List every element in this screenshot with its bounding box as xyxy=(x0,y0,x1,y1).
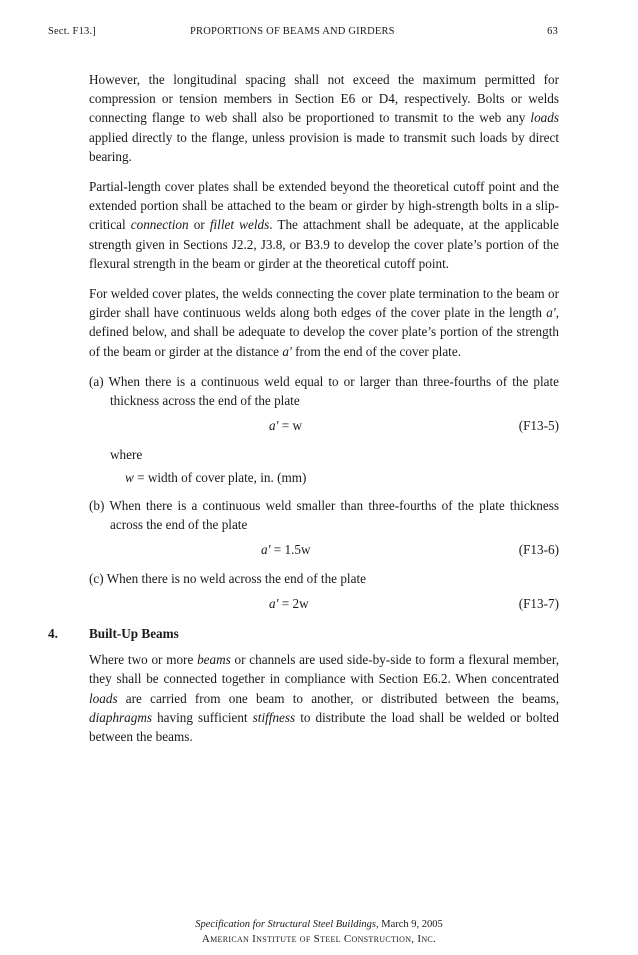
glossary-term-loads: loads xyxy=(89,690,118,706)
variable-definition-w: w = width of cover plate, in. (mm) xyxy=(125,470,307,486)
glossary-term-loads: loads xyxy=(530,110,559,126)
equation-number: (F13-7) xyxy=(518,596,559,612)
equation-f13-6 xyxy=(89,540,559,562)
footer-spec-line: Specification for Structural Steel Buildings, March 9, 2005 xyxy=(195,919,443,930)
equation-f13-5 xyxy=(89,416,559,438)
equation-number: (F13-5) xyxy=(518,418,559,434)
eq-lhs: a′ xyxy=(261,542,271,558)
eq-lhs: a′ xyxy=(269,596,279,612)
glossary-term-stiffness: stiffness xyxy=(252,709,296,725)
body-text xyxy=(48,70,559,757)
eq-lhs: a′ xyxy=(269,418,279,434)
list-item-b: (b) When there is a continuous weld smaller than three-fourths of the plate thickness across the end of the plate xyxy=(89,497,559,532)
eq-rhs: = w xyxy=(278,418,303,434)
header-title: PROPORTIONS OF BEAMS AND GIRDERS xyxy=(190,26,395,37)
equation-number: (F13-6) xyxy=(518,542,559,558)
list-item-a: (a) When there is a continuous weld equal to or larger than three-fourths of the plate thickness across the end of the plate xyxy=(89,373,559,409)
list-item-c: (c) When there is no weld across the end of the plate xyxy=(89,571,366,587)
symbol-a-prime: a′ xyxy=(546,305,556,321)
section-number: 4. xyxy=(48,626,58,642)
glossary-term-fillet-welds: fillet welds xyxy=(209,217,270,233)
symbol-w: w xyxy=(125,470,134,486)
equation-f13-7 xyxy=(89,594,559,616)
paragraph-built-up-beams: Where two or more beams or channels are used side-by-side to form a flexural member, they shall be connected together in compliance with Section E6.2. When concentrated loads are carried from one beam to another, or distributed between the beams, diaphragms having sufficient stiffness to distribute the load shall be welded or bolted between the beams. xyxy=(89,652,559,745)
glossary-term-diaphragms: diaphragms xyxy=(89,709,153,725)
paragraph-longitudinal-spacing: However, the longitudinal spacing shall not exceed the maximum permitted for compression or tension members in Section E6 or D4, respectively. Bolts or welds connecting flange to web shall also be proportioned to transmit to the web any loads applied directly to the flange, unless provision is made to transmit such loads by direct bearing. xyxy=(89,72,559,164)
glossary-term-beams: beams xyxy=(197,652,231,668)
footer-publisher: American Institute of Steel Construction, Inc. xyxy=(201,933,437,945)
eq-rhs: = 1.5w xyxy=(270,542,311,558)
glossary-term-connection: connection xyxy=(130,217,189,233)
section-title: Built-Up Beams xyxy=(89,626,179,642)
where-label: where xyxy=(110,447,143,463)
page-number: 63 xyxy=(547,26,558,37)
running-footer xyxy=(0,918,638,946)
section-heading xyxy=(48,624,559,644)
eq-rhs: = 2w xyxy=(278,596,309,612)
paragraph-welded-cover-plates: For welded cover plates, the welds connecting the cover plate termination to the beam or girder shall have continuous welds along both edges of the cover plate in the length a′, defined below, and shall be adequate to develop the cover plate’s portion of the strength of the beam or girder at the distance a′ from the end of the cover plate. xyxy=(89,286,559,359)
header-section: Sect. F13.] xyxy=(48,26,96,37)
paragraph-partial-length-cover-plates: Partial-length cover plates shall be extended beyond the theoretical cutoff point and the extended portion shall be attached to the beam or girder by high-strength bolts in a slip-critical connection or fillet welds. The attachment shall be adequate, at the applicable strength given in Sections J2.2, J3.8, or B3.9 to develop the cover plate’s portion of the flexural strength in the beam or girder at the theoretical cutoff point. xyxy=(89,179,559,271)
symbol-a-prime: a′ xyxy=(282,343,292,359)
